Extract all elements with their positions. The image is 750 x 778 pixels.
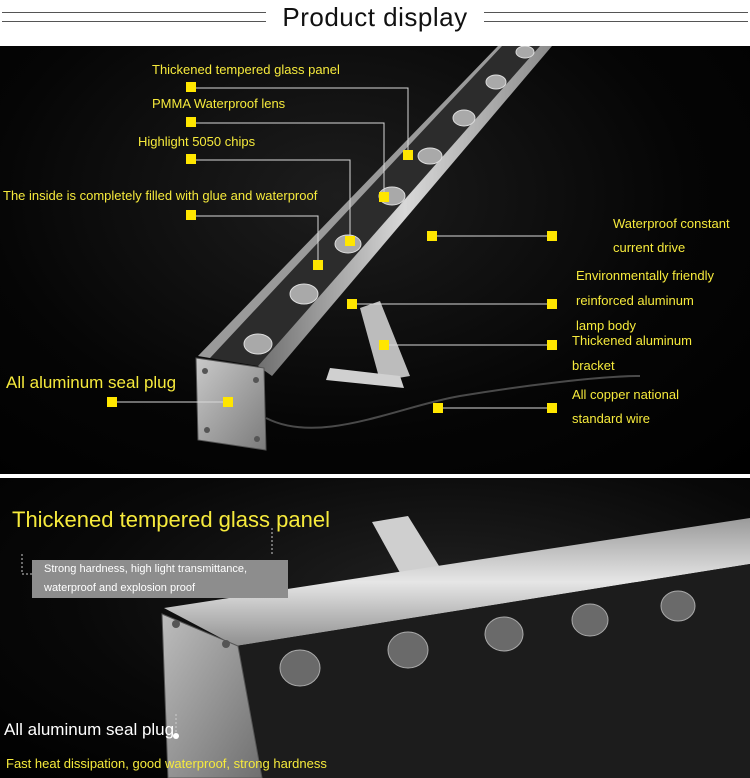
label-drive-line2: current drive	[613, 240, 686, 255]
product-annotation-panel	[0, 46, 750, 474]
closeup-title: Thickened tempered glass panel	[12, 507, 330, 532]
label-seal-plug: All aluminum seal plug	[6, 373, 177, 392]
closeup-panel	[0, 478, 750, 778]
label-body-line2: reinforced aluminum	[576, 293, 694, 308]
closeup-note	[32, 560, 288, 598]
section-header	[0, 0, 750, 46]
label-drive-line1: Waterproof constant	[613, 216, 730, 231]
label-5050-chips: Highlight 5050 chips	[138, 134, 256, 149]
aluminum-rail	[258, 46, 552, 376]
label-glass-panel: Thickened tempered glass panel	[152, 62, 340, 77]
label-body-line1: Environmentally friendly	[576, 268, 715, 283]
label-body-line3: lamp body	[576, 318, 636, 333]
label-bracket-line1: Thickened aluminum	[572, 333, 692, 348]
page-title: Product display	[282, 2, 468, 32]
header-rule-left	[2, 12, 266, 22]
label-glue-filled: The inside is completely filled with glue and waterproof	[3, 188, 318, 203]
closeup-seal-plug-label: All aluminum seal plug	[4, 720, 175, 739]
closeup-seal-desc: Fast heat dissipation, good waterproof, strong hardness	[6, 756, 327, 771]
label-wire-line2: standard wire	[572, 411, 651, 426]
header-rule-right	[484, 12, 748, 22]
label-pmma-lens: PMMA Waterproof lens	[152, 96, 286, 111]
label-wire-line1: All copper national	[572, 387, 679, 402]
closeup-note-line2: waterproof and explosion proof	[44, 582, 196, 594]
closeup-note-line1: Strong hardness, high light transmittance,	[44, 563, 248, 575]
label-bracket-line2: bracket	[572, 358, 615, 373]
